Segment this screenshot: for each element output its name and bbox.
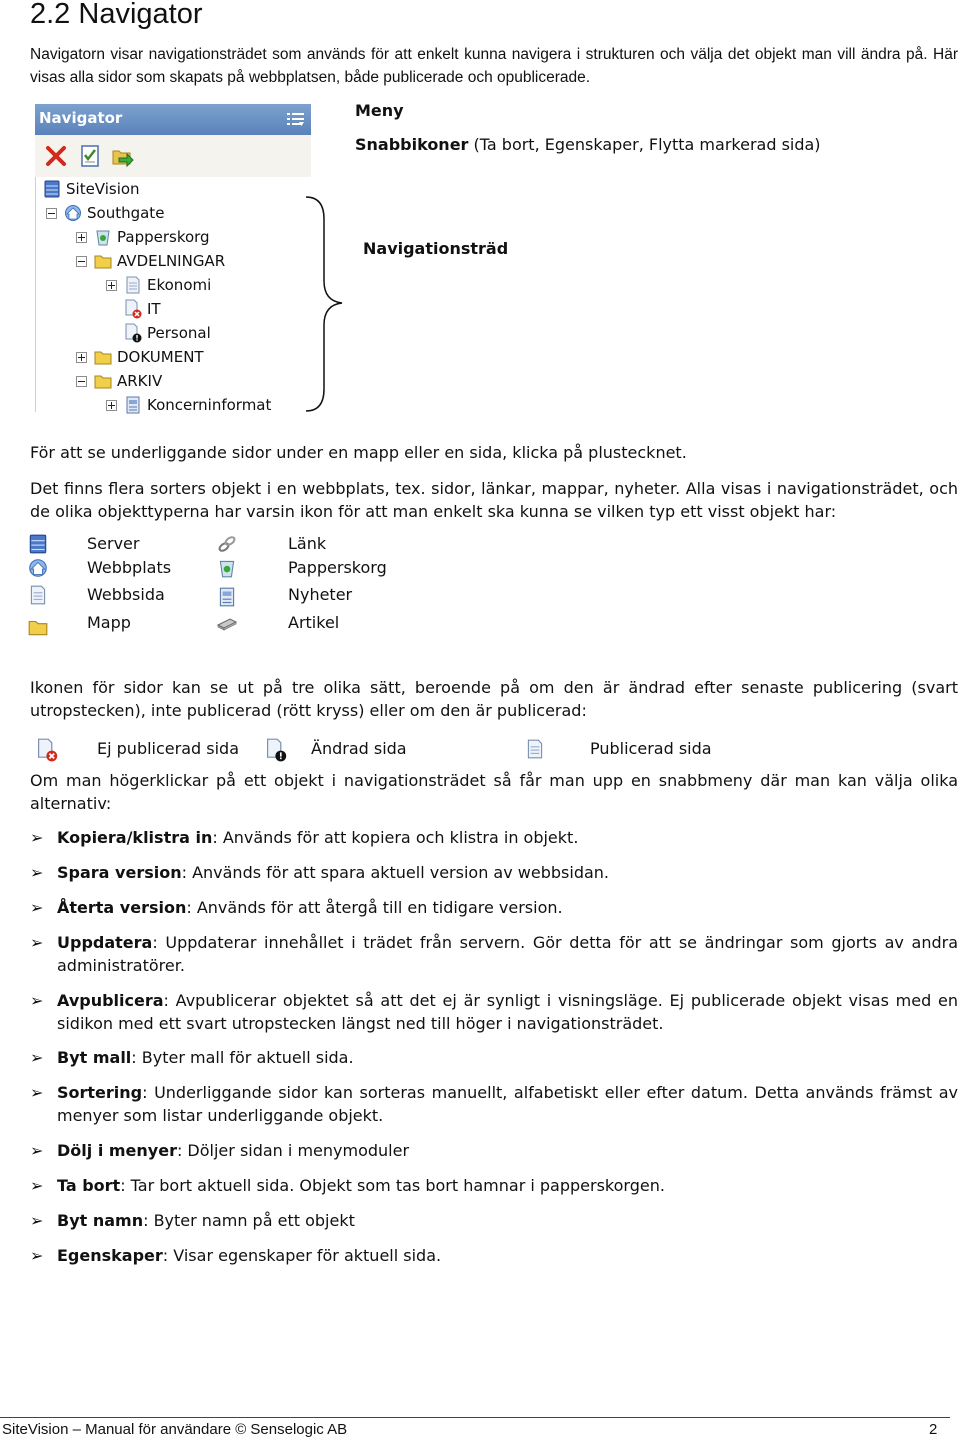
page-unpublished-icon [35, 738, 59, 762]
navigator-toolbar [35, 135, 311, 178]
arrow-bullet-icon: ➢ [30, 1048, 44, 1067]
collapse-icon[interactable] [76, 256, 87, 267]
page-icon [123, 275, 143, 295]
callout-navigation-tree: Navigationsträd [363, 239, 509, 258]
news-icon [216, 586, 238, 608]
tree-item-koncerninformat[interactable]: Koncerninformat [106, 393, 271, 417]
expand-icon[interactable] [76, 232, 87, 243]
expand-icon[interactable] [106, 280, 117, 291]
tree-item-arkiv[interactable]: ARKIV [76, 369, 162, 393]
page-changed-icon [123, 323, 143, 343]
list-item: ➢ Dölj i menyer: Döljer sidan i menymoduler [30, 1141, 410, 1160]
folder-icon [93, 251, 113, 271]
collapse-icon[interactable] [46, 208, 57, 219]
legend-mapp: Mapp [87, 613, 131, 632]
article-icon [216, 613, 238, 635]
status-unpublished: Ej publicerad sida [97, 739, 239, 758]
arrow-bullet-icon: ➢ [30, 1246, 44, 1265]
plus-paragraph: För att se underliggande sidor under en mapp eller en sida, klicka på plustecknet. [30, 443, 687, 462]
arrow-bullet-icon: ➢ [30, 933, 44, 952]
folder-icon [93, 347, 113, 367]
properties-icon[interactable] [77, 143, 103, 169]
page-title: 2.2 Navigator [30, 0, 203, 30]
expand-icon[interactable] [106, 400, 117, 411]
intro-paragraph: Navigatorn visar navigationsträdet som används för att enkelt kunna navigera i strukturen och välja det objekt man vill ändra på. Här visas alla sidor som skapats på webbplatsen, både publicerade och opublicerade. [30, 46, 958, 86]
legend-artikel: Artikel [288, 613, 340, 632]
page-published-icon [524, 738, 546, 760]
expand-icon[interactable] [76, 352, 87, 363]
list-item: ➢ Egenskaper: Visar egenskaper för aktuell sida. [30, 1246, 442, 1265]
tree-item-dokument[interactable]: DOKUMENT [76, 345, 204, 369]
tree-item-sitevision[interactable]: SiteVision [42, 177, 140, 201]
tree-item-personal[interactable]: Personal [123, 321, 211, 345]
arrow-bullet-icon: ➢ [30, 1083, 44, 1102]
list-item: ➢ Kopiera/klistra in: Används för att kopiera och klistra in objekt. [30, 828, 579, 847]
collapse-icon[interactable] [76, 376, 87, 387]
navigation-tree [35, 177, 312, 412]
status-published: Publicerad sida [590, 739, 712, 758]
tree-item-papperskorg[interactable]: Papperskorg [76, 225, 210, 249]
arrow-bullet-icon: ➢ [30, 828, 44, 847]
website-icon [27, 557, 49, 579]
delete-icon[interactable] [43, 143, 69, 169]
list-item: ➢ Uppdatera: Uppdaterar innehållet i trädet från servern. Gör detta för att se ändringar som gjorts av andra administratörer. [30, 933, 958, 975]
footer-text: SiteVision – Manual för användare © Senselogic AB [2, 1421, 348, 1438]
arrow-bullet-icon: ➢ [30, 1211, 44, 1230]
list-item: ➢ Byt namn: Byter namn på ett objekt [30, 1211, 355, 1230]
navigator-panel [35, 104, 311, 412]
list-item: ➢ Byt mall: Byter mall för aktuell sida. [30, 1048, 354, 1067]
list-item: ➢ Ta bort: Tar bort aktuell sida. Objekt som tas bort hamnar i papperskorgen. [30, 1176, 665, 1195]
page-changed-icon [264, 738, 288, 762]
server-icon [42, 179, 62, 199]
trash-icon [93, 227, 113, 247]
page-unpublished-icon [123, 299, 143, 319]
tree-item-avdelningar[interactable]: AVDELNINGAR [76, 249, 225, 273]
page-icon [27, 584, 49, 606]
link-icon [216, 533, 238, 555]
list-item: ➢ Spara version: Används för att spara aktuell version av webbsidan. [30, 863, 609, 882]
menu-icon[interactable] [287, 112, 305, 128]
server-icon [27, 533, 49, 555]
tree-item-ekonomi[interactable]: Ekonomi [106, 273, 211, 297]
list-item: ➢ Sortering: Underliggande sidor kan sorteras manuellt, alfabetiskt eller efter datum. Detta används främst av menyer som listar underliggande objekt. [30, 1083, 958, 1125]
status-changed: Ändrad sida [311, 739, 407, 758]
list-item: ➢ Återta version: Används för att återgå till en tidigare version. [30, 898, 563, 917]
arrow-bullet-icon: ➢ [30, 1176, 44, 1195]
legend-server: Server [87, 534, 140, 553]
news-icon [123, 395, 143, 415]
tree-brace [302, 195, 346, 413]
callout-menu: Meny [355, 101, 404, 120]
arrow-bullet-icon: ➢ [30, 991, 44, 1010]
page-status-paragraph: Ikonen för sidor kan se ut på tre olika sätt, beroende på om den är ändrad efter senaste publicering (svart utropstecken), inte publicerad (rött kryss) eller om den är publicerad: [30, 678, 958, 720]
arrow-bullet-icon: ➢ [30, 863, 44, 882]
page-number: 2 [929, 1421, 938, 1438]
tree-item-southgate[interactable]: Southgate [46, 201, 164, 225]
arrow-bullet-icon: ➢ [30, 898, 44, 917]
navigator-titlebar [35, 104, 311, 135]
folder-icon [93, 371, 113, 391]
legend-papperskorg: Papperskorg [288, 558, 387, 577]
trash-icon [216, 557, 238, 579]
legend-webbplats: Webbplats [87, 558, 172, 577]
arrow-bullet-icon: ➢ [30, 1141, 44, 1160]
website-icon [63, 203, 83, 223]
navigator-title: Navigator [39, 109, 123, 127]
list-item: ➢ Avpublicera: Avpublicerar objektet så att det ej är synligt i visningsläge. Ej publicerade objekt visas med en sidikon med ett svart utropstecken längst ned till höger i navigationsträdet. [30, 991, 958, 1033]
legend-webbsida: Webbsida [87, 585, 165, 604]
context-menu-paragraph: Om man högerklickar på ett objekt i navigationsträdet så får man upp en snabbmeny där man kan välja olika alternativ: [30, 771, 958, 813]
legend-lank: Länk [288, 534, 327, 553]
move-icon[interactable] [109, 143, 135, 169]
legend-nyheter: Nyheter [288, 585, 353, 604]
callout-quick-icons: Snabbikoner (Ta bort, Egenskaper, Flytta markerad sida) [355, 135, 821, 154]
footer-divider [0, 1417, 950, 1418]
tree-item-it[interactable]: IT [123, 297, 161, 321]
folder-icon [27, 616, 49, 638]
object-types-paragraph: Det finns flera sorters objekt i en webbplats, tex. sidor, länkar, mappar, nyheter. Alla visas i navigationsträdet, och de olika objekttyperna har varsin ikon för att man enkelt ska kunna se vilken typ ett visst objekt har: [30, 479, 958, 521]
